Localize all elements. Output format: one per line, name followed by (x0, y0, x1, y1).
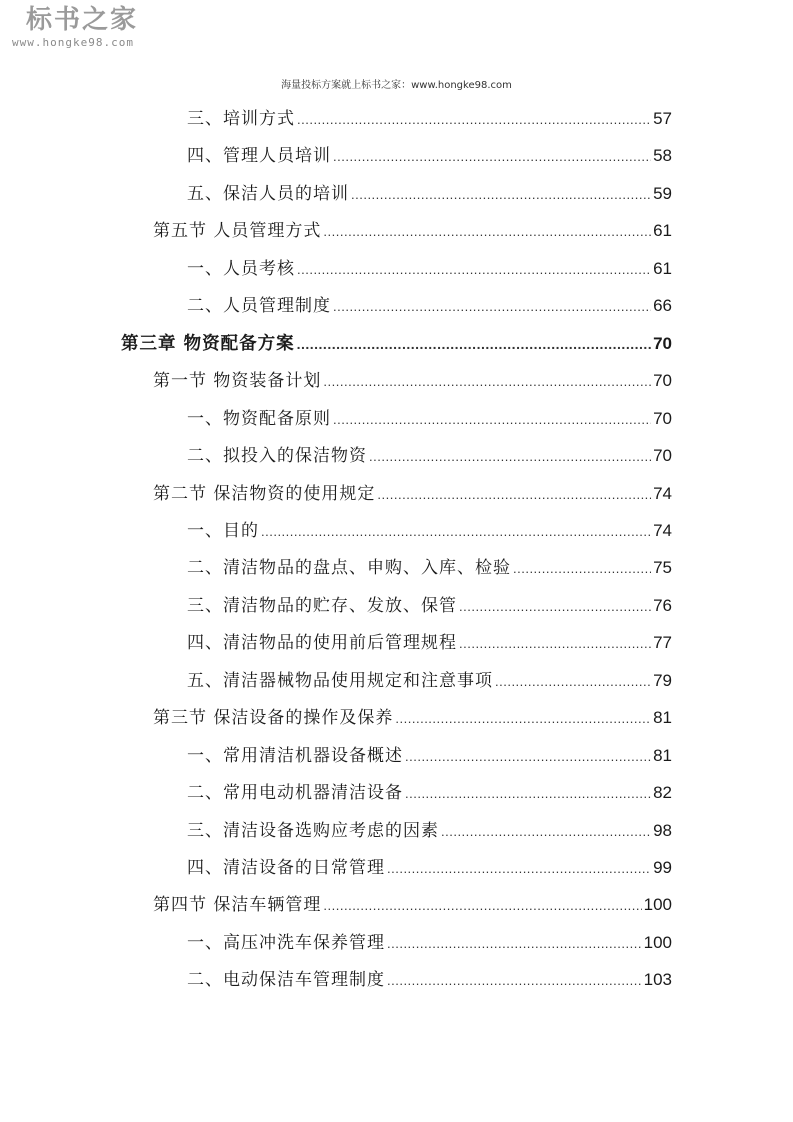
toc-entry[interactable] (187, 137, 672, 174)
toc-entry-label: 五、清洁器械物品使用规定和注意事项 (187, 670, 493, 691)
toc-entry-page-number: 103 (643, 970, 672, 990)
toc-leader-dots (395, 700, 651, 737)
toc-entry[interactable] (153, 886, 672, 923)
toc-entry-label: 一、物资配备原则 (187, 408, 331, 429)
toc-entry-label: 三、清洁设备选购应考虑的因素 (187, 820, 439, 841)
toc-entry-page-number: 61 (653, 258, 672, 278)
toc-entry-label: 二、人员管理制度 (187, 296, 331, 317)
toc-entry-page-number: 70 (653, 333, 672, 353)
toc-entry-page-number: 77 (653, 633, 672, 653)
toc-entry-label: 二、拟投入的保洁物资 (187, 446, 367, 467)
toc-entry-label: 一、目的 (187, 520, 259, 541)
toc-entry[interactable] (187, 662, 672, 699)
toc-leader-dots (323, 887, 641, 924)
toc-leader-dots (297, 326, 651, 363)
toc-entry-page-number: 79 (653, 670, 672, 690)
toc-entry[interactable] (153, 362, 672, 399)
toc-leader-dots (333, 288, 651, 325)
toc-entry[interactable] (153, 475, 672, 512)
toc-entry[interactable] (187, 437, 672, 474)
toc-leader-dots (377, 476, 651, 513)
toc-entry-label: 四、清洁设备的日常管理 (187, 858, 385, 878)
toc-entry[interactable] (121, 325, 672, 362)
toc-entry-label: 四、清洁物品的使用前后管理规程 (187, 633, 457, 654)
toc-entry[interactable] (187, 774, 672, 811)
toc-entry-label: 一、常用清洁机器设备概述 (187, 745, 403, 766)
toc-entry-page-number: 59 (653, 183, 672, 203)
toc-entry-page-number: 74 (653, 483, 672, 503)
toc-entry-label: 四、管理人员培训 (187, 146, 331, 167)
toc-entry[interactable] (187, 812, 672, 849)
toc-entry[interactable] (187, 100, 672, 137)
toc-entry-label: 二、电动保洁车管理制度 (187, 970, 385, 991)
toc-leader-dots (387, 850, 651, 887)
header-note: 海量投标方案就上标书之家：www.hongke98.com (281, 80, 512, 91)
toc-entry-page-number: 70 (653, 408, 672, 428)
toc-entry[interactable] (187, 175, 672, 212)
toc-entry-page-number: 58 (653, 146, 672, 166)
toc-leader-dots (459, 625, 651, 662)
toc-leader-dots (333, 401, 651, 438)
toc-entry-label: 三、清洁物品的贮存、发放、保管 (187, 595, 457, 616)
site-logo (12, 4, 162, 50)
toc-entry-page-number: 81 (653, 745, 672, 765)
toc-entry-page-number: 61 (653, 221, 672, 241)
toc-entry[interactable] (187, 737, 672, 774)
toc-entry[interactable] (187, 849, 672, 886)
toc-entry-page-number: 74 (653, 520, 672, 540)
toc-entry-page-number: 66 (653, 296, 672, 316)
toc-entry-label: 第二节 保洁物资的使用规定 (153, 483, 376, 504)
toc-entry-page-number: 99 (653, 858, 672, 877)
toc-entry-page-number: 70 (653, 371, 672, 391)
toc-entry[interactable] (187, 624, 672, 661)
toc-leader-dots (297, 101, 651, 138)
logo-title: 标书之家 (26, 5, 139, 35)
toc-entry-label: 二、常用电动机器清洁设备 (187, 783, 403, 804)
toc-entry-page-number: 100 (643, 895, 672, 915)
toc-entry[interactable] (187, 287, 672, 324)
toc-entry-label: 第三节 保洁设备的操作及保养 (153, 708, 394, 729)
toc-leader-dots (369, 438, 651, 475)
toc-entry-label: 第五节 人员管理方式 (153, 221, 322, 242)
toc-entry-page-number: 70 (653, 446, 672, 466)
toc-leader-dots (323, 363, 651, 400)
toc-entry-page-number: 76 (653, 595, 672, 615)
toc-entry-page-number: 75 (653, 558, 672, 578)
toc-entry-label: 五、保洁人员的培训 (187, 183, 349, 204)
toc-leader-dots (297, 251, 651, 288)
toc-entry-label: 一、高压冲洗车保养管理 (187, 932, 385, 953)
toc-leader-dots (333, 138, 651, 175)
toc-entry-label: 第一节 物资装备计划 (153, 371, 322, 392)
toc-entry[interactable] (187, 400, 672, 437)
toc-entry-page-number: 57 (653, 109, 672, 128)
toc-leader-dots (495, 663, 651, 700)
toc-entry-page-number: 82 (653, 783, 672, 803)
toc-entry[interactable] (187, 250, 672, 287)
toc-entry[interactable] (153, 699, 672, 736)
toc-leader-dots (387, 925, 642, 962)
toc-entry[interactable] (187, 961, 672, 998)
toc-entry-label: 第四节 保洁车辆管理 (153, 895, 322, 916)
toc-leader-dots (323, 213, 651, 250)
toc-leader-dots (261, 513, 651, 550)
toc-entry[interactable] (187, 549, 672, 586)
toc-leader-dots (405, 775, 651, 812)
toc-entry[interactable] (187, 924, 672, 961)
toc-leader-dots (513, 550, 651, 587)
toc-entry[interactable] (187, 587, 672, 624)
toc-entry-label: 二、清洁物品的盘点、申购、入库、检验 (187, 558, 511, 579)
toc-leader-dots (351, 176, 651, 213)
toc-leader-dots (459, 588, 651, 625)
toc-entry-page-number: 81 (653, 708, 672, 728)
toc-entry-label: 第三章 物资配备方案 (121, 333, 295, 354)
toc-leader-dots (387, 962, 642, 999)
toc-leader-dots (405, 738, 651, 775)
toc-entry-label: 三、培训方式 (187, 109, 295, 129)
logo-url: www.hongke98.com (12, 36, 134, 49)
toc-entry[interactable] (187, 512, 672, 549)
toc-leader-dots (441, 813, 651, 850)
toc-entry-page-number: 98 (653, 820, 672, 840)
toc-entry-label: 一、人员考核 (187, 258, 295, 279)
toc-entry-page-number: 100 (643, 932, 672, 952)
toc-entry[interactable] (153, 212, 672, 249)
